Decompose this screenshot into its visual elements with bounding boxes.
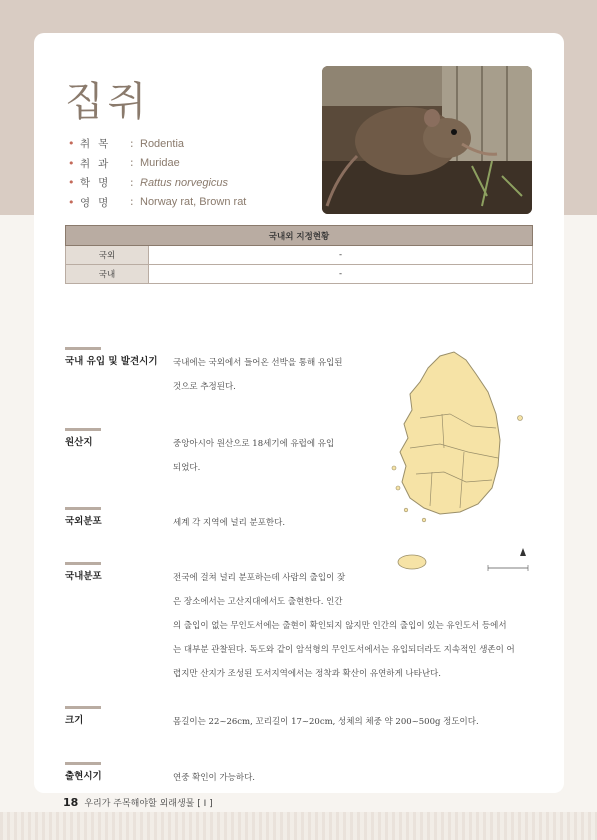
table-header: 국내외 지정현황: [66, 226, 533, 246]
bullet-icon: •: [68, 156, 75, 170]
taxonomy-order: • 취목 : Rodentia: [68, 137, 185, 151]
taxonomy-english-name: • 영명 : Norway rat, Brown rat: [68, 195, 247, 209]
page-number: 18: [63, 796, 79, 809]
bullet-icon: •: [68, 176, 75, 190]
bullet-icon: •: [68, 137, 75, 151]
table-row: 국외 -: [66, 246, 533, 265]
bottom-texture: [0, 812, 597, 840]
publication-title: 우리가 주목해야할 외래생물 [ I ]: [84, 799, 213, 809]
designation-status-table: [65, 225, 533, 284]
taxonomy-family: • 취과 : Muridae: [68, 156, 180, 170]
bullet-icon: •: [68, 195, 75, 209]
page-footer: [63, 796, 213, 809]
taxonomy-scientific-name: • 학명 : Rattus norvegicus: [68, 176, 229, 190]
distribution-map: [380, 348, 540, 578]
page-title: 집쥐: [65, 79, 151, 125]
table-row: 국내 -: [66, 265, 533, 284]
species-photo: [322, 66, 532, 214]
taxonomy-list: [68, 134, 318, 212]
